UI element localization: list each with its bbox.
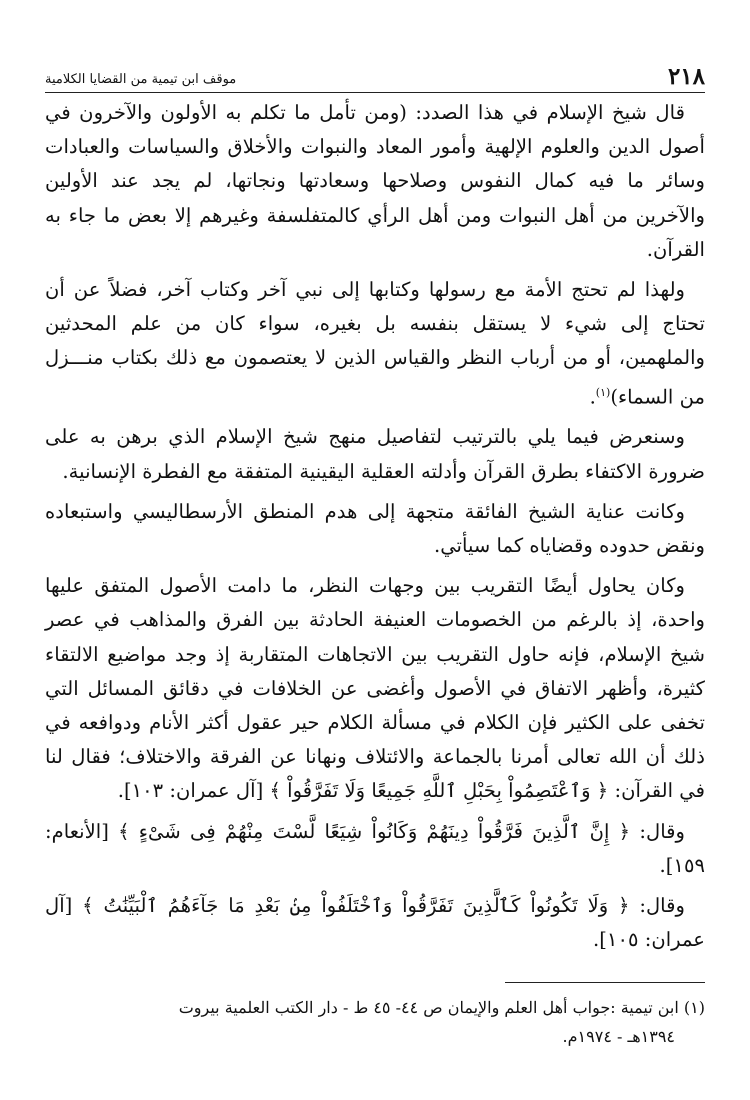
paragraph: ولهذا لم تحتج الأمة مع رسولها وكتابها إلى نبي آخر وكتاب آخر، فضلاً عن أن تحتاج إلى شيء لا يستقل بنفسه بل بغيره، سواء كان من علم المحدثين والملهمين، أو من أرباب النظر والقياس الذين لا يعتصمون مع ذلك بكتاب منـــزل من السماء)$^{(١)}$. <box>45 278 705 409</box>
footnote-line: (١) ابن تيمية :جواب أهل العلم والإيمان ص ٤٤- ٤٥ ط - دار الكتب العلمية بيروت <box>178 998 705 1017</box>
paragraph: وكان يحاول أيضًا التقريب بين وجهات النظر، ما دامت الأصول المتفق عليها واحدة، إذ بالرغم من الخصومات العنيفة الحادثة بين الفرق والمذاهب في عصر شيخ الإسلام، فإنه حاول التقريب بين الاتجاهات المتقاربة إذ وجد مواضيع الالتقاء كثيرة، وأظهر الاتفاق في الأصول وأغضى عن الخلافات في دقائق المسائل التي تخفى على الكثير فإن الكلام في مسألة الكلام حير عقول أكثر الأنام ودوافعه في ذلك أن الله تعالى أمرنا بالجماعة والائتلاف ونهانا عن الفرقة والاختلاف؛ فقال لنا في القرآن: ﴿ وَٱعْتَصِمُواْ بِحَبْلِ ٱللَّهِ جَمِيعًا وَلَا تَفَرَّقُواْ ﴾ [آل عمران: ١٠٣]. <box>45 574 705 803</box>
paragraph: وكانت عناية الشيخ الفائقة متجهة إلى هدم المنطق الأرسطاليسي واستبعاده ونقض حدوده وقضاياه كما سيأتي. <box>45 499 705 557</box>
footnote-reference[interactable]: (١) <box>595 385 611 399</box>
quran-citation: وقال: ﴿ وَلَا تَكُونُواْ كَٱلَّذِينَ تَفَرَّقُواْ وَٱخْتَلَفُواْ مِنۢ بَعْدِ مَا جَآءَهُمُ ٱلْبَيِّنَٰتُ ﴾ [آل عمران: ١٠٥]. <box>45 894 705 952</box>
body-text <box>45 96 705 963</box>
footnote <box>45 993 705 1051</box>
running-title: موقف ابن تيمية من القضايا الكلامية <box>45 72 237 87</box>
paragraph: قال شيخ الإسلام في هذا الصدد: (ومن تأمل ما تكلم به الأولون والآخرون في أصول الدين والعلوم الإلهية وأمور المعاد والنبوات والأخلاق والسياسات والعبادات وسائر ما فيه كمال النفوس وصلاحها وسعادتها ونجاتها، لم يجد عند الأولين والآخرين من أهل النبوات ومن أهل الرأي كالمتفلسفة وغيرهم إلا بعض ما جاء به القرآن. <box>45 101 705 261</box>
page-header <box>45 58 705 93</box>
footnote-line: ١٣٩٤هـ - ١٩٧٤م. <box>562 1027 675 1046</box>
footnote-divider <box>505 982 705 983</box>
paragraph: وسنعرض فيما يلي بالترتيب لتفاصيل منهج شيخ الإسلام الذي برهن به على ضرورة الاكتفاء بطرق القرآن وأدلته العقلية اليقينية المتفقة مع الفطرة الإنسانية. <box>45 425 705 483</box>
quran-citation: وقال: ﴿ إِنَّ ٱلَّذِينَ فَرَّقُواْ دِينَهُمْ وَكَانُواْ شِيَعًا لَّسْتَ مِنْهُمْ فِى شَىْءٍ ﴾ [الأنعام: ١٥٩]. <box>45 819 705 877</box>
page-number: ٢١٨ <box>667 63 705 90</box>
